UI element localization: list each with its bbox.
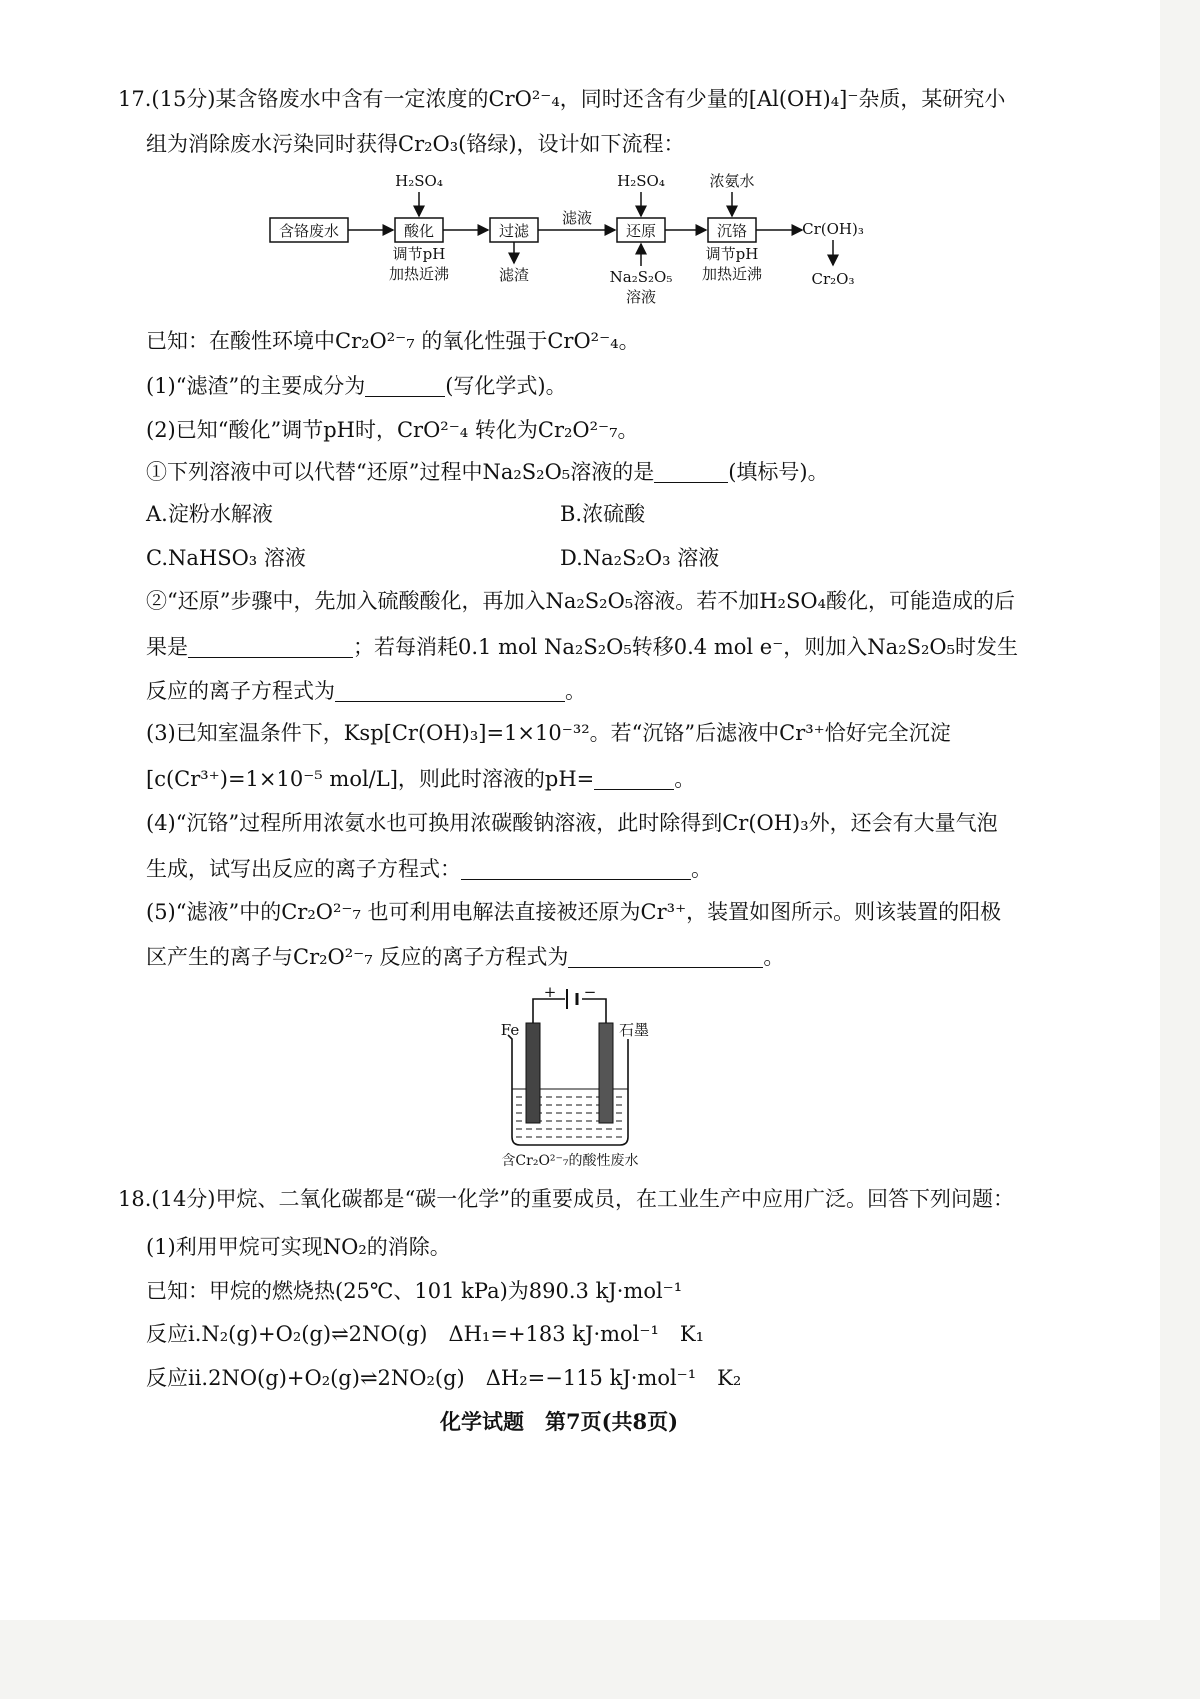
cell-caption: 含Cr₂O²⁻₇的酸性废水 [501, 1153, 639, 1169]
q17-part2: (2)已知“酸化”调节pH时，CrO²⁻₄ 转化为Cr₂O²⁻₇。 [146, 418, 639, 442]
q17-part2-1-hint: (填标号)。 [728, 460, 829, 484]
q18-known: 已知：甲烷的燃烧热(25℃、101 kPa)为890.3 kJ·mol⁻¹ [146, 1279, 683, 1303]
q17-part2-2-text-b: ；若每消耗0.1 mol Na₂S₂O₅转移0.4 mol e⁻，则加入Na₂S₂O₅时发生 [353, 635, 1019, 659]
flow-acid-reagent: H₂SO₄ [395, 172, 443, 190]
q17-part3-end: 。 [674, 767, 696, 791]
flow-precipitate-note1: 调节pH [705, 245, 759, 263]
flow-acidify-note1: 调节pH [392, 245, 446, 263]
flow-acidify-label: 酸化 [403, 222, 435, 240]
q17-stem-line2: 组为消除废水污染同时获得Cr₂O₃(铬绿)，设计如下流程： [146, 132, 685, 156]
flow-reductant-label: Na₂S₂O₅ [609, 268, 673, 286]
page-footer: 化学试题 第7页(共8页) [440, 1409, 679, 1434]
option-a: A.淀粉水解液 [146, 502, 273, 526]
flow-residue-label: 滤渣 [498, 266, 530, 284]
option-d: D.Na₂S₂O₃ 溶液 [560, 546, 720, 570]
flow-final-product-label: Cr₂O₃ [811, 270, 855, 288]
q17-part4-end: 。 [691, 857, 712, 881]
q17-part2-1-text: ①下列溶液中可以代替“还原”过程中Na₂S₂O₅溶液的是 [146, 460, 655, 484]
q17-part2-2-text-c: 反应的离子方程式为 [146, 679, 335, 703]
q17-part2-2-line1: ②“还原”步骤中，先加入硫酸酸化，再加入Na₂S₂O₅溶液。若不加H₂SO₄酸化，可能造成的后 [146, 589, 1015, 613]
q17-part1 [146, 372, 567, 400]
iron-electrode-label: Fe [500, 1021, 520, 1039]
q18-stem: 18.(14分)甲烷、二氧化碳都是“碳一化学”的重要成员，在工业生产中应用广泛。回答下列问题： [118, 1187, 1014, 1211]
answer-blank-5[interactable] [594, 767, 674, 790]
flow-precipitate-label: 沉铬 [716, 222, 748, 240]
q17-part3-line2 [146, 765, 695, 793]
q17-part5-line2 [146, 943, 784, 971]
q17-part3-line1: (3)已知室温条件下，Ksp[Cr(OH)₃]=1×10⁻³²。若“沉铬”后滤液中Cr³⁺恰好完全沉淀 [146, 721, 951, 745]
q17-part4-line2 [146, 855, 712, 883]
flow-precipitate-note2: 加热近沸 [701, 265, 763, 283]
flow-acid-reagent-2: H₂SO₄ [617, 172, 665, 190]
reaction-ii: 反应ⅱ.2NO(g)+O₂(g)⇌2NO₂(g) ΔH₂=−115 kJ·mol⁻¹ K₂ [146, 1366, 742, 1390]
flow-ammonia-reagent: 浓氨水 [709, 172, 755, 190]
q18-part1: (1)利用甲烷可实现NO₂的消除。 [146, 1235, 451, 1259]
flow-product-label: Cr(OH)₃ [802, 220, 864, 238]
iron-electrode [526, 1023, 540, 1123]
q17-known: 已知：在酸性环境中Cr₂O²⁻₇ 的氧化性强于CrO²⁻₄。 [146, 329, 640, 353]
process-flow-diagram [265, 170, 905, 310]
q17-part2-1 [146, 458, 829, 486]
q17-part3-text: [c(Cr³⁺)=1×10⁻⁵ mol/L]，则此时溶液的pH= [146, 767, 595, 791]
cathode-sign: − [583, 985, 597, 1001]
reaction-i: 反应ⅰ.N₂(g)+O₂(g)⇌2NO(g) ΔH₁=+183 kJ·mol⁻¹ K₁ [146, 1322, 704, 1346]
q17-part5-line1: (5)“滤液”中的Cr₂O²⁻₇ 也可利用电解法直接被还原为Cr³⁺，装置如图所示。则该装置的阳极 [146, 900, 1002, 924]
electrolysis-cell-figure [490, 985, 660, 1175]
q17-part1-text: (1)“滤渣”的主要成分为 [146, 374, 366, 398]
q17-part2-2-end: 。 [565, 679, 586, 703]
answer-blank-2[interactable] [654, 460, 728, 483]
flow-reductant-label-2: 溶液 [625, 288, 657, 306]
flow-reduce-label: 还原 [625, 222, 657, 240]
q17-part1-hint: (写化学式)。 [445, 374, 567, 398]
answer-blank-3[interactable] [188, 635, 353, 658]
option-b: B.浓硫酸 [560, 502, 646, 526]
graphite-electrode-label: 石墨 [618, 1021, 650, 1039]
q17-part2-2-line3 [146, 677, 586, 705]
q17-part5-end: 。 [763, 945, 785, 969]
answer-blank-4[interactable] [335, 679, 565, 702]
flow-feed-label: 含铬废水 [278, 222, 340, 240]
q17-part4-text: 生成，试写出反应的离子方程式： [146, 857, 461, 881]
answer-blank-6[interactable] [461, 857, 691, 880]
q17-part2-2-text-a: 果是 [146, 635, 188, 659]
answer-blank-1[interactable] [365, 374, 445, 397]
flow-filtrate-label: 滤液 [561, 209, 593, 227]
anode-sign: + [543, 985, 557, 1001]
q17-part4-line1: (4)“沉铬”过程所用浓氨水也可换用浓碳酸钠溶液，此时除得到Cr(OH)₃外，还会有大量气泡 [146, 811, 998, 835]
graphite-electrode [599, 1023, 613, 1123]
flow-filter-label: 过滤 [498, 222, 530, 240]
q17-stem-line1: 17.(15分)某含铬废水中含有一定浓度的CrO²⁻₄，同时还含有少量的[Al(OH)₄]⁻杂质，某研究小 [118, 87, 1006, 111]
flow-acidify-note2: 加热近沸 [388, 265, 450, 283]
answer-blank-7[interactable] [568, 945, 763, 968]
q17-part5-text: 区产生的离子与Cr₂O²⁻₇ 反应的离子方程式为 [146, 945, 569, 969]
option-c: C.NaHSO₃ 溶液 [146, 546, 306, 570]
q17-part2-2-line2 [146, 633, 1018, 661]
